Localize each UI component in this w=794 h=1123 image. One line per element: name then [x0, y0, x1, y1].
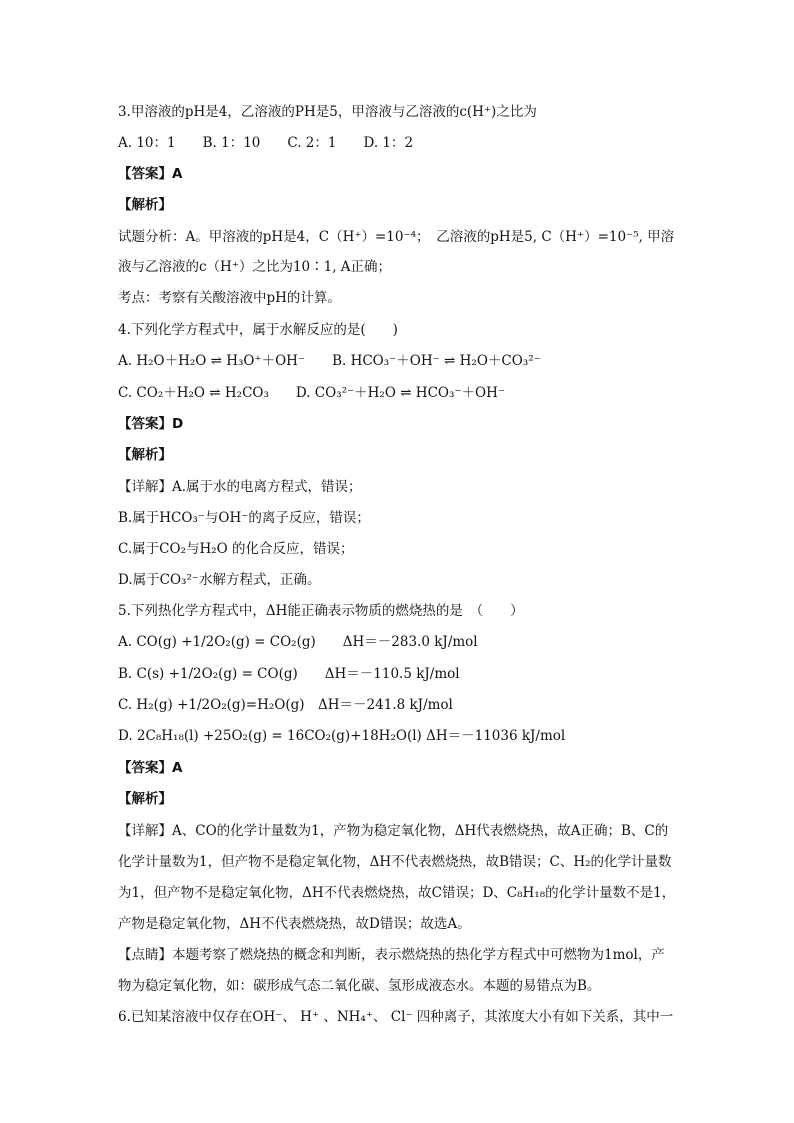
q5-comment: 【点睛】本题考察了燃烧热的概念和判断，表示燃烧热的热化学方程式中可燃物为1mol，产物为稳定氧化物，如：碳形成气态二氧化碳、氢形成液态水。本题的易错点为B。: [118, 947, 665, 994]
q4-detail-b: B.属于HCO₃⁻与OH⁻的离子反应，错误；: [118, 510, 370, 526]
q5-option-b: B. C(s) +1/2O₂(g) = CO(g) ΔH＝－110.5 kJ/mol: [118, 666, 460, 682]
q4-detail-d: D.属于CO₃²⁻水解方程式，正确。: [118, 572, 321, 588]
q5-option-a: A. CO(g) +1/2O₂(g) = CO₂(g) ΔH＝－283.0 kJ/mol: [118, 634, 478, 650]
q5-option-d: D. 2C₈H₁₈(l) +25O₂(g) = 16CO₂(g)+18H₂O(l) ΔH＝－11036 kJ/mol: [118, 728, 566, 744]
q4-options-line2: C. CO₂＋H₂O ⇌ H₂CO₃ D. CO₃²⁻＋H₂O ⇌ HCO₃⁻＋OH⁻: [118, 385, 505, 401]
q3-options: A. 10：1 B. 1：10 C. 2：1 D. 1：2: [118, 135, 414, 151]
q4-stem: 4.下列化学方程式中，属于水解反应的是( ): [118, 322, 398, 338]
q5-analysis-title: 【解析】: [118, 791, 172, 807]
q3-analysis-title: 【解析】: [118, 197, 172, 213]
q6-stem: 6.已知某溶液中仅存在OH⁻、 H⁺ 、NH₄⁺、 Cl⁻ 四种离子，其浓度大小有如下关系，其中一: [118, 1009, 674, 1025]
q4-analysis-title: 【解析】: [118, 447, 172, 463]
q3-analysis-line1: 试题分析：A。甲溶液的pH是4，C（H⁺）=10⁻⁴； 乙溶液的pH是5, C（H⁺）=10⁻⁵, 甲溶: [118, 229, 675, 245]
q4-options-line1: A. H₂O＋H₂O ⇌ H₃O⁺＋OH⁻ B. HCO₃⁻＋OH⁻ ⇌ H₂O＋CO₃²⁻: [118, 353, 541, 369]
q5-option-c: C. H₂(g) +1/2O₂(g)=H₂O(g) ΔH＝－241.8 kJ/mol: [118, 697, 453, 713]
q3-point: 考点：考察有关酸溶液中pH的计算。: [118, 290, 341, 306]
q3-stem: 3.甲溶液的pH是4，乙溶液的PH是5，甲溶液与乙溶液的c(H⁺)之比为: [118, 104, 537, 120]
q5-stem: 5.下列热化学方程式中，ΔH能正确表示物质的燃烧热的是 （ ）: [118, 603, 524, 619]
q4-detail-c: C.属于CO₂与H₂O 的化合反应，错误；: [118, 541, 354, 557]
q5-detail: 【详解】A、CO的化学计量数为1，产物为稳定氧化物，ΔH代表燃烧热，故A正确；B、C的化学计量数为1，但产物不是稳定氧化物，ΔH不代表燃烧热，故B错误；C、H₂的化学计量数为1，但产物不是稳定氧化物，ΔH不代表燃烧热，故C错误；D、C₈H₁₈的化学计量数不是1，产物是稳定氧化物，ΔH不代表燃烧热，故D错误；故选A。: [118, 823, 676, 932]
q3-analysis-line2: 液与乙溶液的c（H⁺）之比为10∶1, A正确；: [118, 259, 392, 275]
q3-answer: 【答案】A: [118, 166, 183, 182]
q4-answer: 【答案】D: [118, 416, 184, 432]
q4-detail-a: 【详解】A.属于水的电离方程式，错误；: [118, 479, 362, 495]
q5-answer: 【答案】A: [118, 760, 183, 776]
